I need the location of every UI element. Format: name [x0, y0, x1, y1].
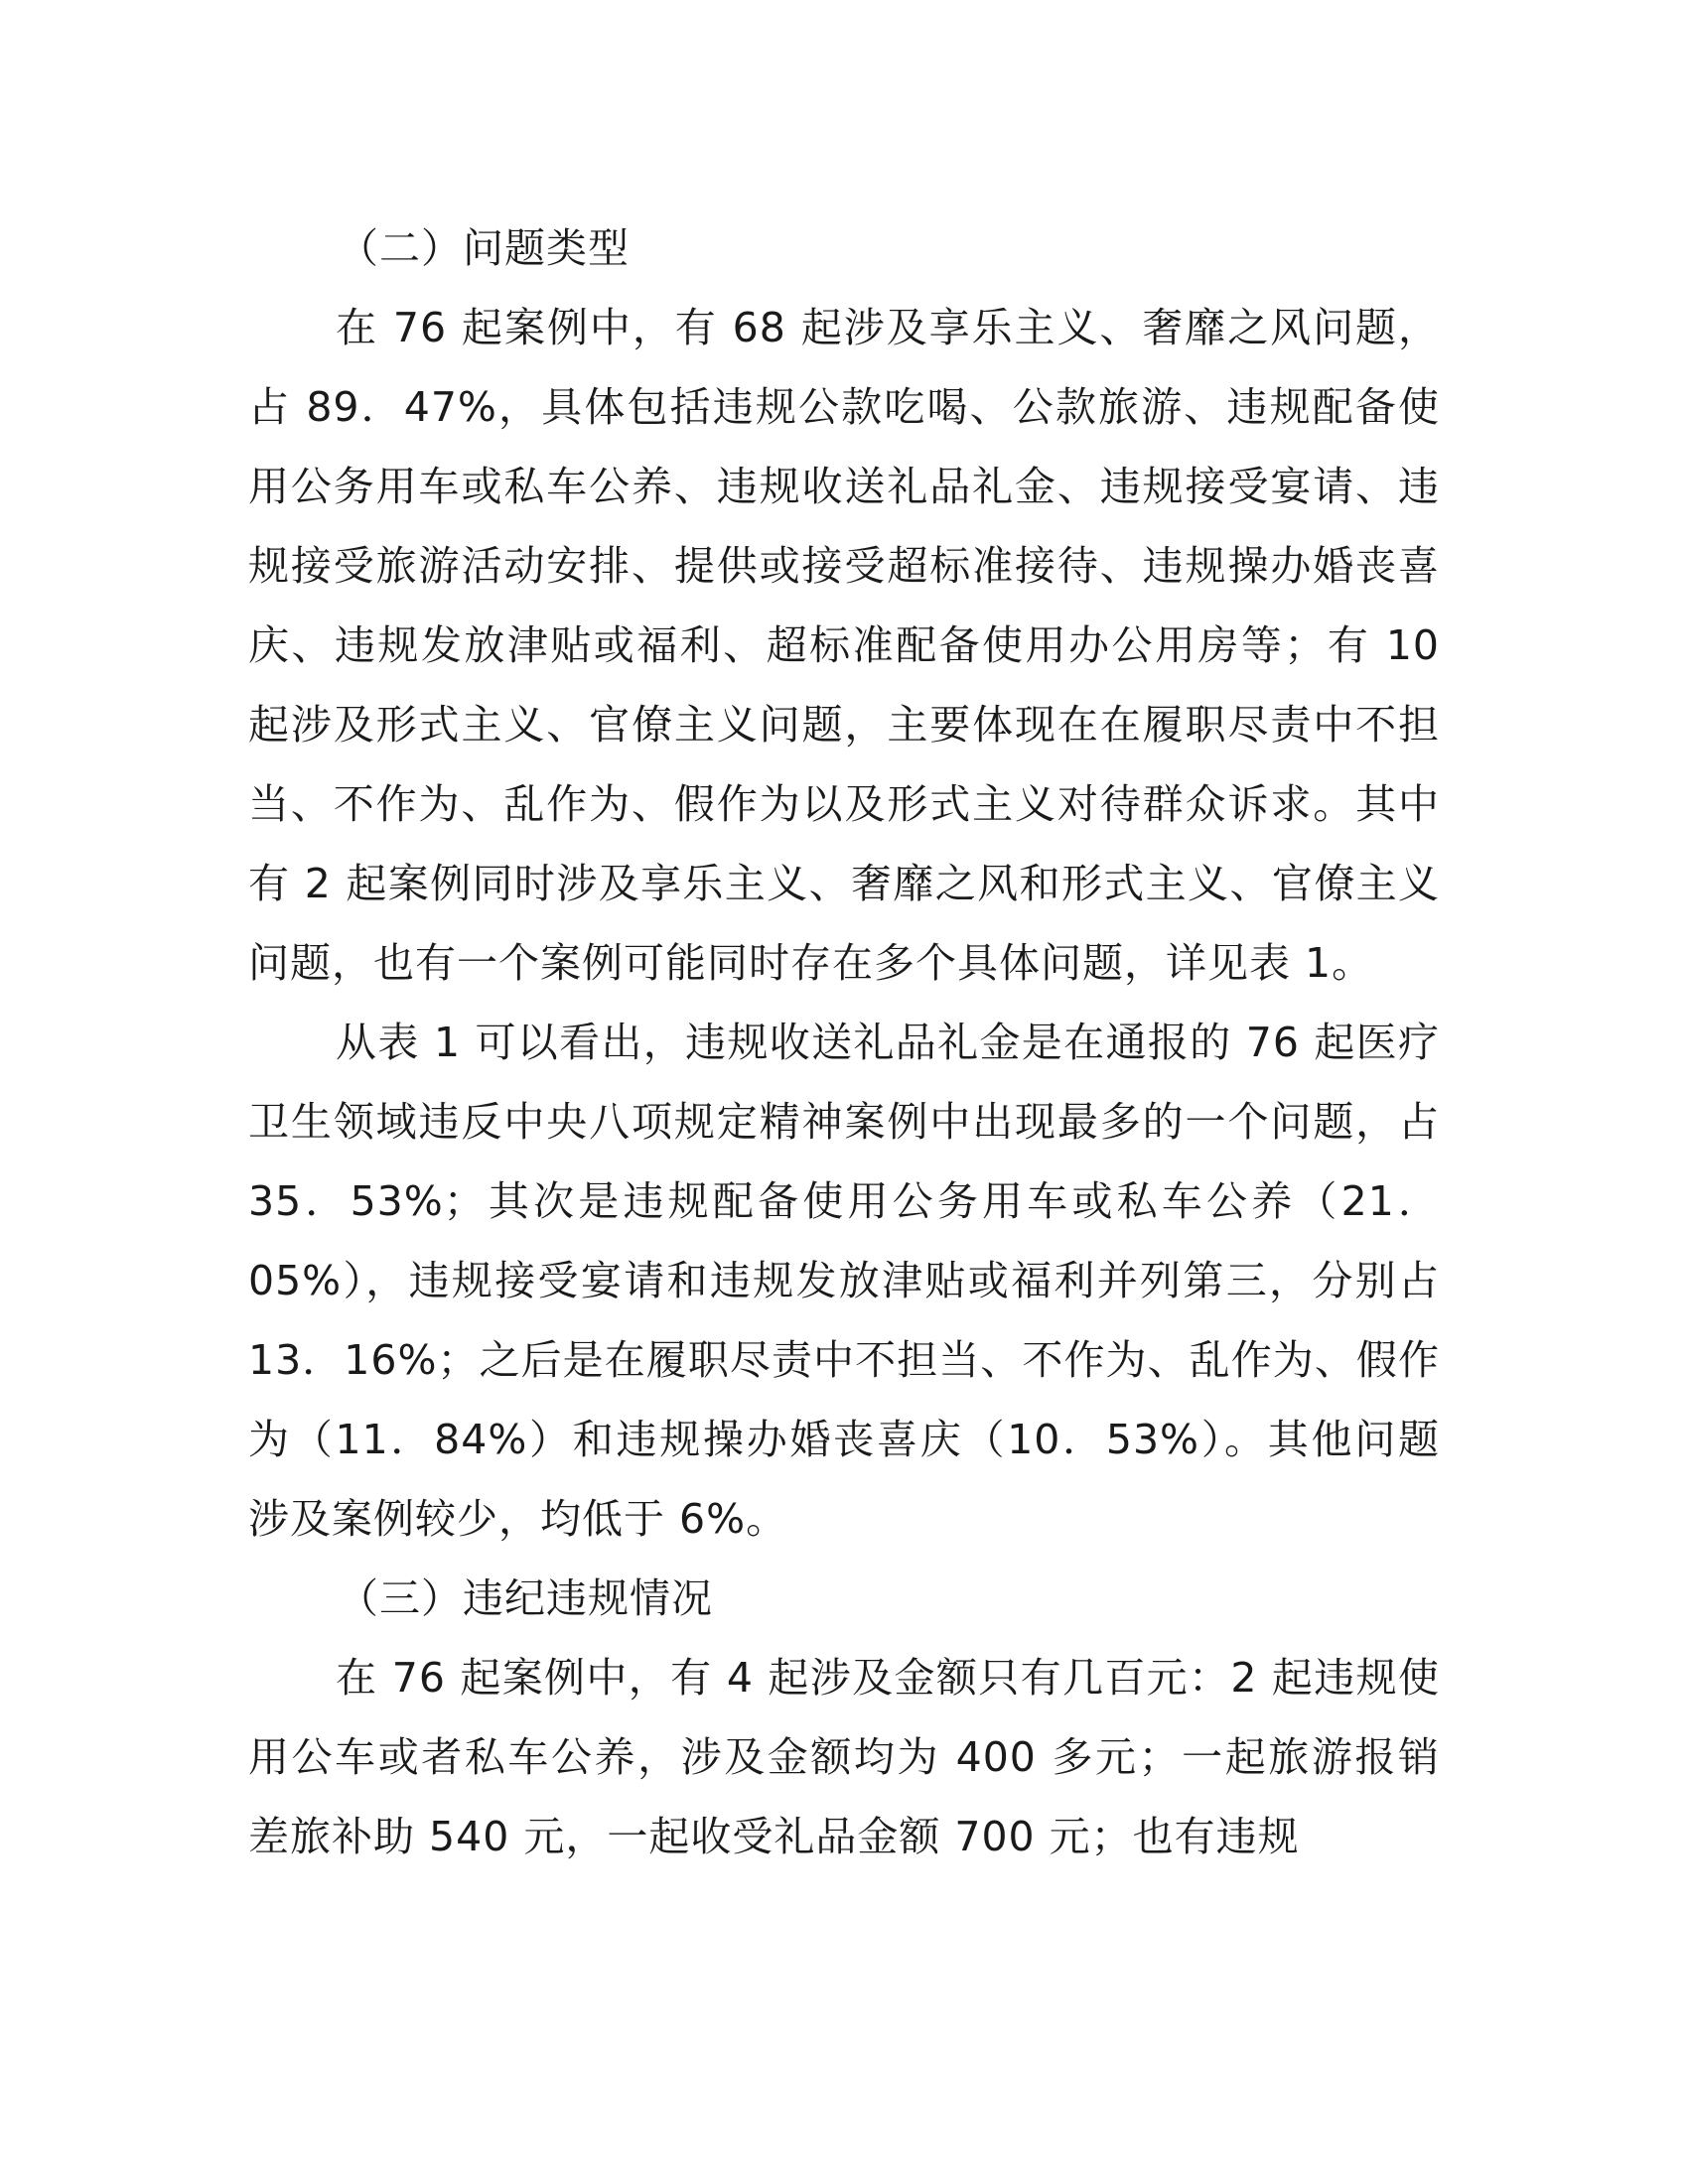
document-body — [248, 208, 1440, 1876]
section-heading-problem-types: （二）问题类型 — [338, 224, 630, 272]
paragraph-violation-amounts: 在 76 起案例中，有 4 起涉及金额只有几百元：2 起违规使用公车或者私车公养，涉及金额均为 400 多元；一起旅游报销差旅补助 540 元，一起收受礼品金额 700 元；也有违规 — [248, 1654, 1440, 1860]
section-heading-violations: （三）违纪违规情况 — [338, 1574, 713, 1622]
paragraph-problem-overview: 在 76 起案例中，有 68 起涉及享乐主义、奢靡之风问题，占 89．47%，具体包括违规公款吃喝、公款旅游、违规配备使用公务用车或私车公养、违规收送礼品礼金、违规接受宴请、违规接受旅游活动安排、提供或接受超标准接待、违规操办婚丧喜庆、违规发放津贴或福利、超标准配备使用办公用房等；有 10 起涉及形式主义、官僚主义问题，主要体现在在履职尽责中不担当、不作为、乱作为、假作为以及形式主义对待群众诉求。其中有 2 起案例同时涉及享乐主义、奢靡之风和形式主义、官僚主义问题，也有一个案例可能同时存在多个具体问题，详见表 1。 — [248, 304, 1440, 987]
paragraph-table-analysis: 从表 1 可以看出，违规收送礼品礼金是在通报的 76 起医疗卫生领域违反中央八项规定精神案例中出现最多的一个问题，占 35．53%；其次是违规配备使用公务用车或私车公养（21．05%），违规接受宴请和违规发放津贴或福利并列第三，分别占 13．16%；之后是在履职尽责中不担当、不作为、乱作为、假作为（11．84%）和违规操办婚丧喜庆（10．53%）。其他问题涉及案例较少，均低于 6%。 — [248, 1019, 1440, 1543]
